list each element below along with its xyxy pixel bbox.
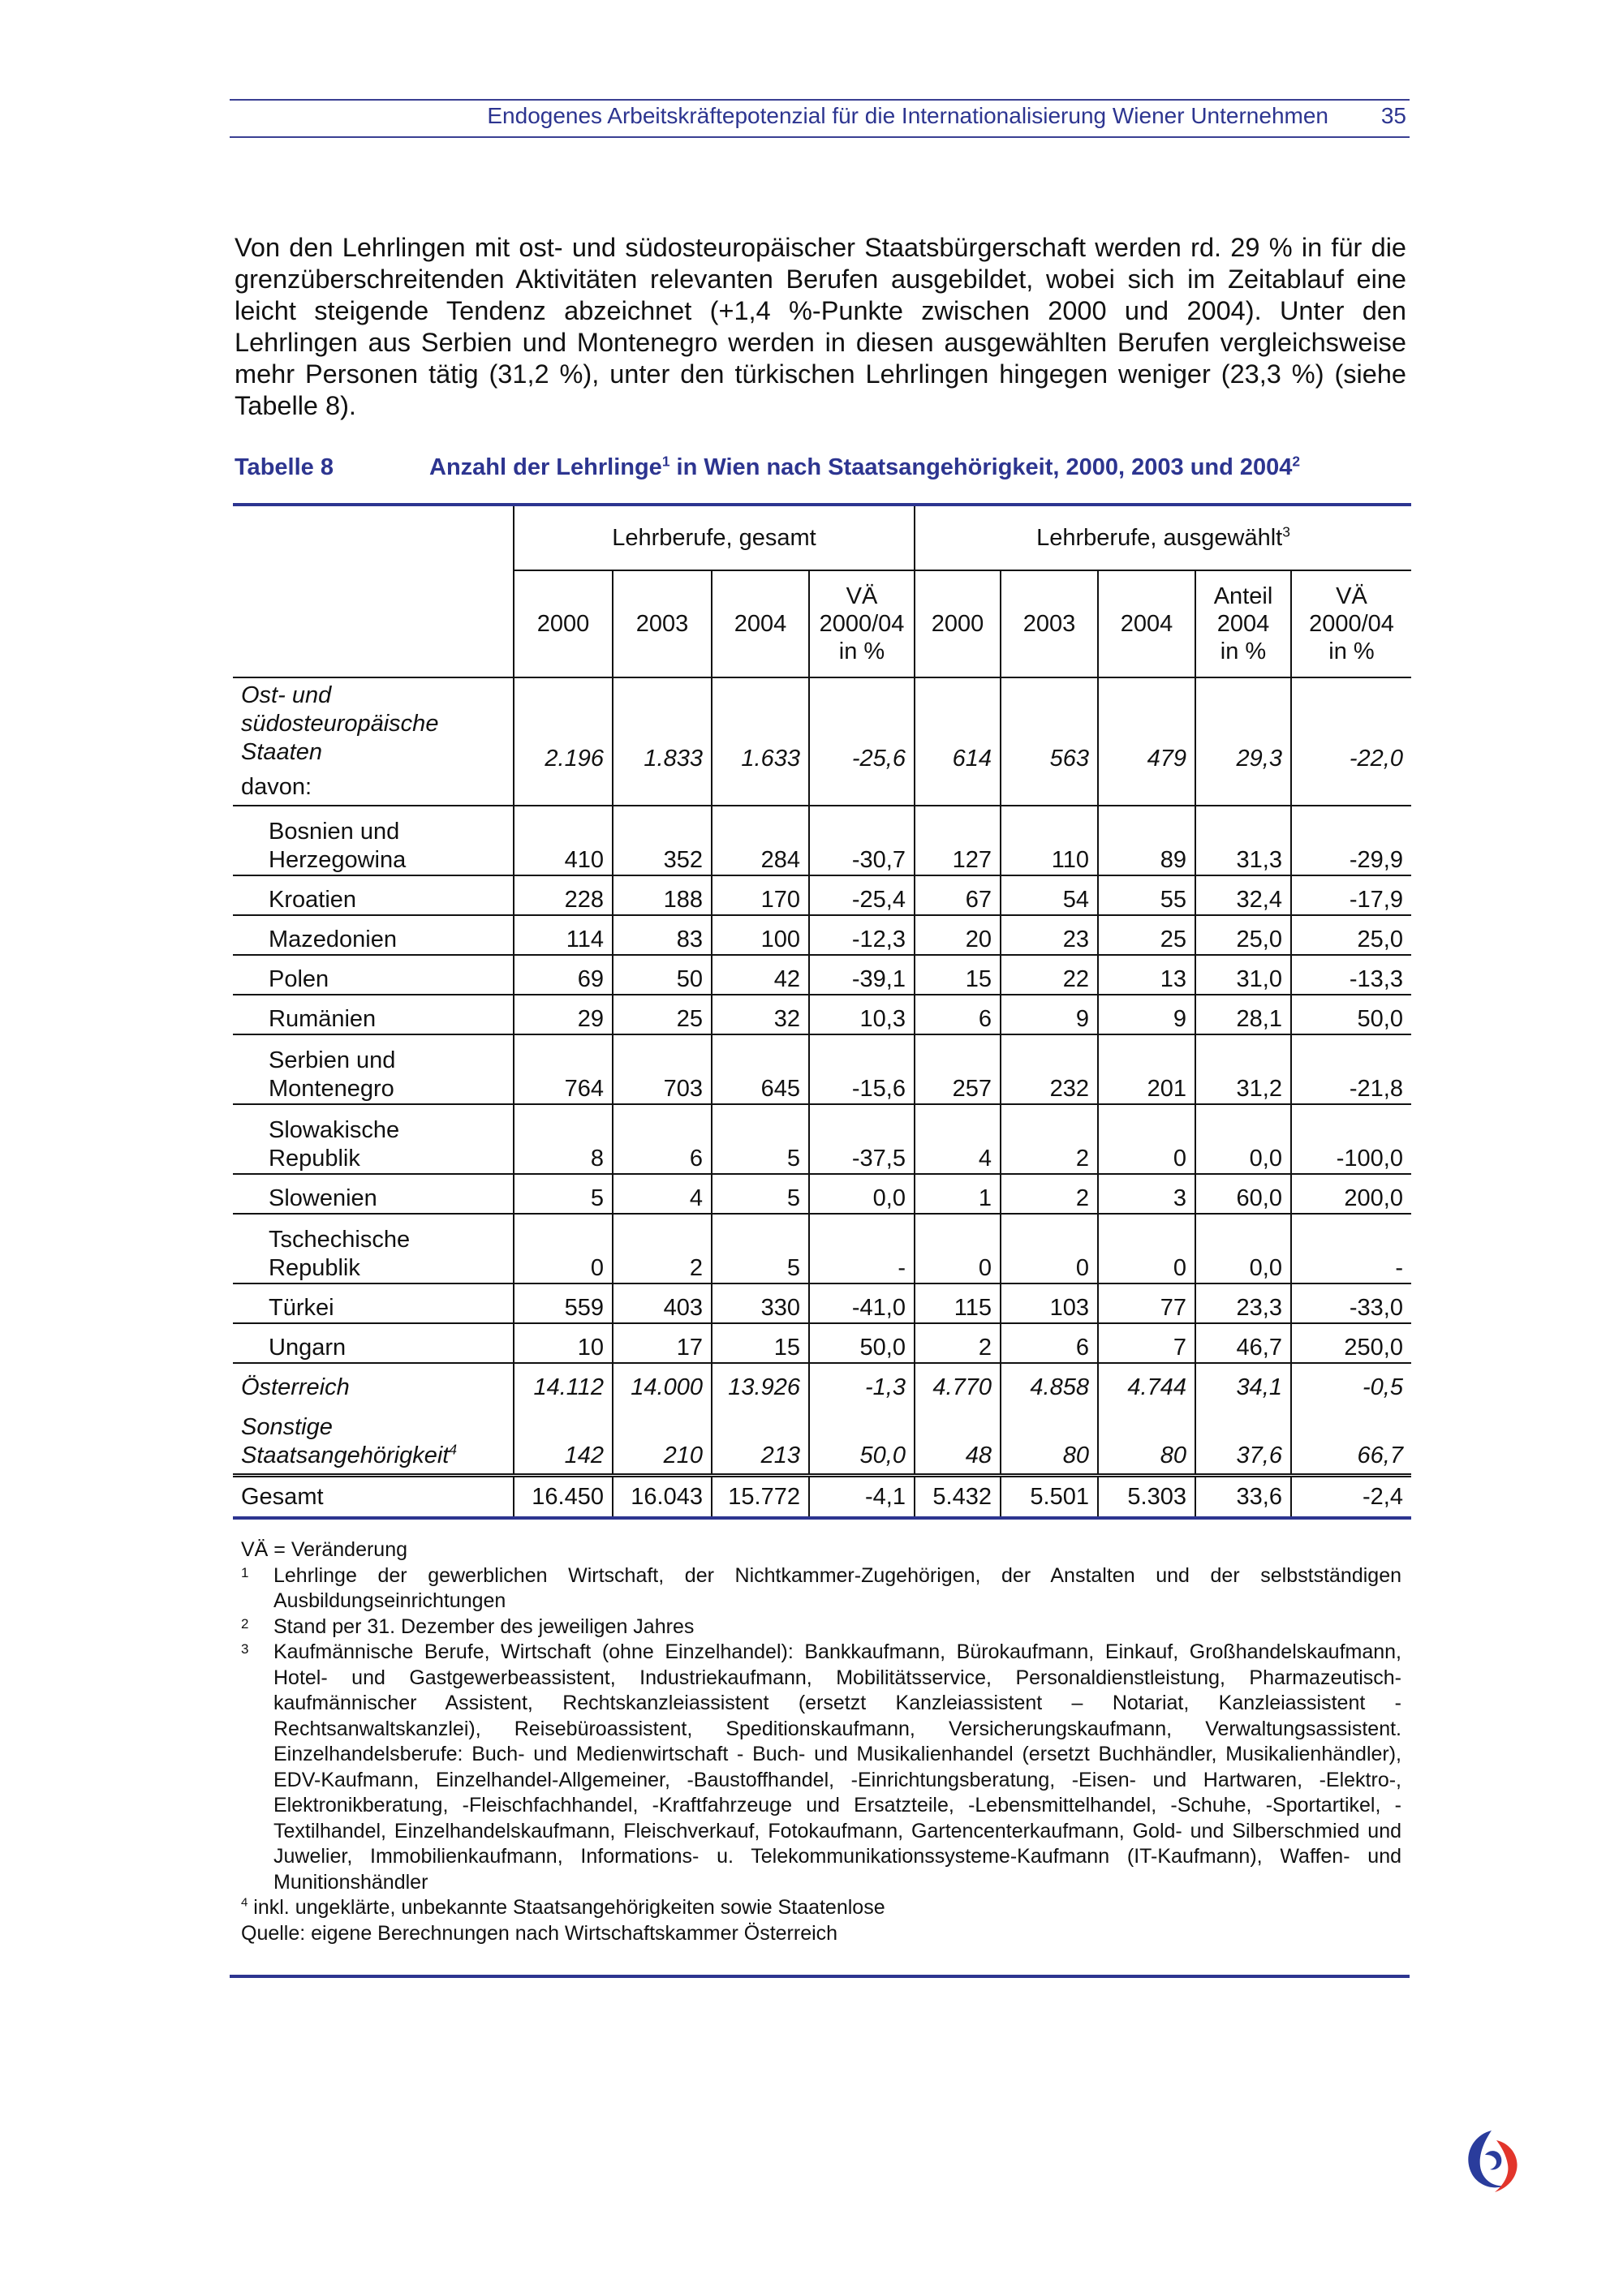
table-cell: 50,0	[1291, 995, 1411, 1034]
table-cell: 13.926	[712, 1363, 809, 1402]
table-cell: 16.043	[613, 1476, 712, 1519]
table-cell: 170	[712, 875, 809, 915]
table-cell: 22	[1001, 955, 1098, 995]
table-cell: -4,1	[809, 1476, 915, 1519]
table-cell: 5.501	[1001, 1476, 1098, 1519]
table-cell: 0	[1098, 1214, 1195, 1283]
table-cell: 0	[915, 1214, 1001, 1283]
table-cell: -	[809, 1214, 915, 1283]
page-number: 35	[1380, 103, 1406, 128]
table-cell: -33,0	[1291, 1283, 1411, 1323]
table-row-region	[233, 677, 1411, 806]
row-label: Tschechische Republik	[233, 1214, 514, 1283]
table-cell: 14.112	[514, 1363, 613, 1402]
table-cell: 54	[1001, 875, 1098, 915]
table-cell: 5	[712, 1214, 809, 1283]
row-label: Gesamt	[233, 1476, 514, 1519]
table-cell: 16.450	[514, 1476, 613, 1519]
table-cell: 9	[1098, 995, 1195, 1034]
region-value: 29,3	[1195, 677, 1291, 806]
table-cell: 4.770	[915, 1363, 1001, 1402]
table-cell: 2	[1001, 1104, 1098, 1174]
table-cell: 50,0	[809, 1323, 915, 1363]
table-cell: 10,3	[809, 995, 915, 1034]
table-cell: 5	[514, 1174, 613, 1214]
table-cell: 2	[915, 1323, 1001, 1363]
table-cell: 31,2	[1195, 1034, 1291, 1104]
table-cell: 228	[514, 875, 613, 915]
table-cell: 5.303	[1098, 1476, 1195, 1519]
intro-paragraph: Von den Lehrlingen mit ost- und südosteuropäischer Staatsbürgerschaft werden rd. 29 % in für die grenzüberschreitenden Aktivitäten relevanten Berufen ausgebildet, wobei sich im Zeitablauf eine leicht steigende Tendenz abzeichnet (+1,4 %-Punkte zwischen 2000 und 2004). Unter den Lehrlingen aus Serbien und Montenegro werden in diesen ausgewählten Berufen vergleichsweise mehr Personen tätig (31,2 %), unter den türkischen Lehrlingen hingegen weniger (23,3 %) (siehe Tabelle 8).	[235, 233, 1406, 420]
footnote-3: 3 Kaufmännische Berufe, Wirtschaft (ohne Einzelhandel): Bankkaufmann, Bürokaufmann, Einkauf, Großhandelskaufmann, Hotel- und Gastgewerbeassistent, Industriekaufmann, Mobilitätsservice, Personaldienstleistung, Pharmazeutisch-kaufmännischer Assistent, Rechtskanzleiassistent (ersetzt Kanzleiassistent – Notariat, Kanzleiassistent - Rechtsanwaltskanzlei), Reisebüroassistent, Speditionskaufmann, Versicherungskaufmann, Verwaltungsassistent. Einzelhandelsberufe: Buch- und Medienwirtschaft - Buch- und Musikalienhandel (ersetzt Buchhändler, Musikalienhändler), EDV-Kaufmann, Einzelhandel-Allgemeiner, -Baustoffhandel, -Einrichtungsberatung, -Eisen- und Hartwaren, -Elektro-, Elektronikberatung, -Fleischfachhandel, -Kraftfahrzeuge und Ersatzteile, -Lebensmittelhandel, -Schuhe, -Sportartikel, -Textilhandel, Einzelhandelskaufmann, Fleischverkauf, Fotokaufmann, Gartencenterkaufmann, Gold- und Silberschmied und Juwelier, Immobilienkaufmann, Informations- u. Telekommunikationssysteme-Kaufmann (IT-Kaufmann), Waffen- und Munitionshändler	[241, 1640, 1401, 1894]
table-cell: 764	[514, 1034, 613, 1104]
table-cell: 114	[514, 915, 613, 955]
table-cell: -21,8	[1291, 1034, 1411, 1104]
region-value: -25,6	[809, 677, 915, 806]
table-cell: 100	[712, 915, 809, 955]
table-row	[233, 1034, 1411, 1104]
table-row-other	[233, 1402, 1411, 1476]
row-label: Slowenien	[233, 1174, 514, 1214]
table-cell: 83	[613, 915, 712, 955]
table-cell: 15.772	[712, 1476, 809, 1519]
table-title: Anzahl der Lehrlinge$^1$ in Wien nach Staatsangehörigkeit, 2000, 2003 und 2004$^2$	[429, 453, 1301, 480]
region-value: 563	[1001, 677, 1098, 806]
table-cell: 80	[1098, 1402, 1195, 1476]
table-cell: 25	[613, 995, 712, 1034]
table-cell: 257	[915, 1034, 1001, 1104]
table-cell: 0	[514, 1214, 613, 1283]
table-cell: 20	[915, 915, 1001, 955]
table-row	[233, 995, 1411, 1034]
table-cell: 703	[613, 1034, 712, 1104]
table-cell: 66,7	[1291, 1402, 1411, 1476]
table-cell: 115	[915, 1283, 1001, 1323]
table-cell: -0,5	[1291, 1363, 1411, 1402]
table-cell: 352	[613, 806, 712, 875]
row-label: Kroatien	[233, 875, 514, 915]
table-cell: 25	[1098, 915, 1195, 955]
table-cell: 5.432	[915, 1476, 1001, 1519]
group-header-selected: Lehrberufe, ausgewählt$^3$	[915, 506, 1411, 570]
table-cell: -29,9	[1291, 806, 1411, 875]
table-cell: 645	[712, 1034, 809, 1104]
table-cell: 23	[1001, 915, 1098, 955]
table-cell: 1	[915, 1174, 1001, 1214]
row-label: Serbien und Montenegro	[233, 1034, 514, 1104]
table-cell: 50,0	[809, 1402, 915, 1476]
table-cell: 2	[1001, 1174, 1098, 1214]
footnotes	[241, 1537, 1401, 1946]
table-cell: 0	[1001, 1214, 1098, 1283]
table-cell: 210	[613, 1402, 712, 1476]
table-row	[233, 1104, 1411, 1174]
data-table	[233, 503, 1411, 1520]
col-header-share: Anteil 2004 in %	[1195, 570, 1291, 677]
publisher-logo-icon	[1461, 2124, 1526, 2197]
table-cell: -2,4	[1291, 1476, 1411, 1519]
table-row	[233, 955, 1411, 995]
row-label-region: Ost- und südosteuropäische Staaten davon:	[233, 677, 514, 806]
table-cell: 8	[514, 1104, 613, 1174]
col-header-2003: 2003	[613, 570, 712, 677]
table-cell: 4	[613, 1174, 712, 1214]
table-cell: -	[1291, 1214, 1411, 1283]
header-row-groups	[233, 506, 1411, 570]
table-cell: 69	[514, 955, 613, 995]
header-title: Endogenes Arbeitskräftepotenzial für die Internationalisierung Wiener Unternehmen	[487, 103, 1328, 128]
table-cell: -100,0	[1291, 1104, 1411, 1174]
footnote-1: 1 Lehrlinge der gewerblichen Wirtschaft, der Nichtkammer-Zugehörigen, der Anstalten und der selbstständigen Ausbildungseinrichtungen	[241, 1563, 1401, 1612]
table-row	[233, 1283, 1411, 1323]
table-cell: 50	[613, 955, 712, 995]
table-cell: 77	[1098, 1283, 1195, 1323]
table-cell: 4.744	[1098, 1363, 1195, 1402]
table-cell: -1,3	[809, 1363, 915, 1402]
table-cell: 10	[514, 1323, 613, 1363]
row-label: Ungarn	[233, 1323, 514, 1363]
table-cell: -30,7	[809, 806, 915, 875]
col-header-sel-2000: 2000	[915, 570, 1001, 677]
table-cell: -12,3	[809, 915, 915, 955]
row-label: Türkei	[233, 1283, 514, 1323]
table-cell: 33,6	[1195, 1476, 1291, 1519]
table-cell: 284	[712, 806, 809, 875]
table-cell: 232	[1001, 1034, 1098, 1104]
row-label: Österreich	[233, 1363, 514, 1402]
table-cell: 103	[1001, 1283, 1098, 1323]
region-value: 479	[1098, 677, 1195, 806]
table-row	[233, 1323, 1411, 1363]
table-cell: -37,5	[809, 1104, 915, 1174]
table-cell: 32	[712, 995, 809, 1034]
col-header-2000: 2000	[514, 570, 613, 677]
table-cell: 0,0	[1195, 1214, 1291, 1283]
table-bottom-rule	[230, 1975, 1410, 1978]
row-label: Sonstige Staatsangehörigkeit$^4$	[241, 1414, 458, 1468]
table-cell: 330	[712, 1283, 809, 1323]
table-row	[233, 1174, 1411, 1214]
table-cell: 7	[1098, 1323, 1195, 1363]
col-header-sel-change: VÄ 2000/04 in %	[1291, 570, 1411, 677]
table-cell: 3	[1098, 1174, 1195, 1214]
table-row	[233, 915, 1411, 955]
table-cell: 410	[514, 806, 613, 875]
table-row-total	[233, 1476, 1411, 1519]
row-label: Slowakische Republik	[233, 1104, 514, 1174]
row-label: Rumänien	[233, 995, 514, 1034]
table-cell: 67	[915, 875, 1001, 915]
table-cell: 0	[1098, 1104, 1195, 1174]
running-header	[230, 99, 1410, 138]
table-cell: 32,4	[1195, 875, 1291, 915]
footnote-4: $^4$ inkl. ungeklärte, unbekannte Staatsangehörigkeiten sowie Staatenlose	[241, 1895, 885, 1919]
table-cell: 110	[1001, 806, 1098, 875]
table-cell: -41,0	[809, 1283, 915, 1323]
group-header-total: Lehrberufe, gesamt	[514, 506, 915, 570]
table-cell: 89	[1098, 806, 1195, 875]
table-cell: 55	[1098, 875, 1195, 915]
table-cell: 0,0	[1195, 1104, 1291, 1174]
table-row	[233, 806, 1411, 875]
row-label: Bosnien und Herzegowina	[233, 806, 514, 875]
region-value: 2.196	[514, 677, 613, 806]
table-cell: 14.000	[613, 1363, 712, 1402]
col-header-sel-2004: 2004	[1098, 570, 1195, 677]
table-cell: 4.858	[1001, 1363, 1098, 1402]
table-cell: 80	[1001, 1402, 1098, 1476]
table-cell: 5	[712, 1174, 809, 1214]
table-cell: 127	[915, 806, 1001, 875]
table-cell: 25,0	[1195, 915, 1291, 955]
table-cell: -13,3	[1291, 955, 1411, 995]
source-note: Quelle: eigene Berechnungen nach Wirtschaftskammer Österreich	[241, 1921, 838, 1945]
table-cell: 17	[613, 1323, 712, 1363]
table-cell: 2	[613, 1214, 712, 1283]
table-cell: 42	[712, 955, 809, 995]
table-cell: 9	[1001, 995, 1098, 1034]
table-cell: 200,0	[1291, 1174, 1411, 1214]
col-header-change: VÄ 2000/04 in %	[809, 570, 915, 677]
table-row-austria	[233, 1363, 1411, 1402]
table-cell: -15,6	[809, 1034, 915, 1104]
region-value: 1.833	[613, 677, 712, 806]
table-cell: 5	[712, 1104, 809, 1174]
col-header-sel-2003: 2003	[1001, 570, 1098, 677]
table-cell: 142	[514, 1402, 613, 1476]
table-cell: 25,0	[1291, 915, 1411, 955]
table-cell: 559	[514, 1283, 613, 1323]
table-cell: 403	[613, 1283, 712, 1323]
table-number: Tabelle 8	[235, 454, 334, 480]
table-cell: 15	[712, 1323, 809, 1363]
table-cell: 213	[712, 1402, 809, 1476]
row-label: Mazedonien	[233, 915, 514, 955]
table-cell: 201	[1098, 1034, 1195, 1104]
table-row	[233, 1214, 1411, 1283]
table-cell: 37,6	[1195, 1402, 1291, 1476]
table-cell: 28,1	[1195, 995, 1291, 1034]
table-cell: -17,9	[1291, 875, 1411, 915]
region-value: 614	[915, 677, 1001, 806]
table-cell: 48	[915, 1402, 1001, 1476]
region-value: -22,0	[1291, 677, 1411, 806]
table-cell: 29	[514, 995, 613, 1034]
table-cell: 34,1	[1195, 1363, 1291, 1402]
table-cell: 15	[915, 955, 1001, 995]
table-cell: 46,7	[1195, 1323, 1291, 1363]
table-cell: 4	[915, 1104, 1001, 1174]
table-row	[233, 875, 1411, 915]
table-cell: -39,1	[809, 955, 915, 995]
table-cell: 31,3	[1195, 806, 1291, 875]
row-label: Polen	[233, 955, 514, 995]
table-cell: 23,3	[1195, 1283, 1291, 1323]
table-cell: 0,0	[809, 1174, 915, 1214]
table-cell: 6	[1001, 1323, 1098, 1363]
table-cell: 188	[613, 875, 712, 915]
table-cell: 6	[613, 1104, 712, 1174]
table-cell: 60,0	[1195, 1174, 1291, 1214]
table-cell: 250,0	[1291, 1323, 1411, 1363]
table-cell: -25,4	[809, 875, 915, 915]
table-cell: 31,0	[1195, 955, 1291, 995]
col-header-2004: 2004	[712, 570, 809, 677]
region-value: 1.633	[712, 677, 809, 806]
table-cell: 13	[1098, 955, 1195, 995]
table-cell: 6	[915, 995, 1001, 1034]
footnote-2: 2 Stand per 31. Dezember des jeweiligen Jahres	[241, 1615, 695, 1638]
note-va: VÄ = Veränderung	[241, 1538, 408, 1561]
